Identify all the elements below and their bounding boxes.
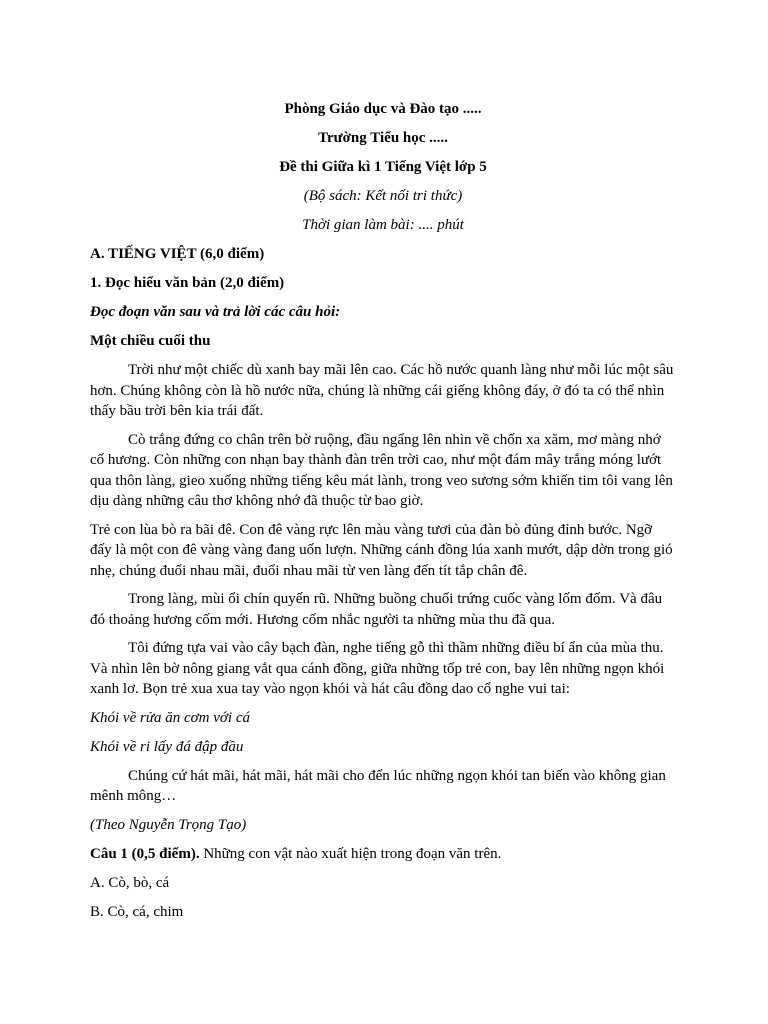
part1-title: 1. Đọc hiểu văn bản (2,0 điểm): [90, 275, 285, 291]
passage-paragraph-4: Trong làng, mùi ổi chín quyến rũ. Những buồng chuối trứng cuốc vàng lốm đốm. Và đâu đó thoảng hương cốm mới. Hương cốm nhắc người ta những mùa thu đã qua.: [90, 591, 663, 628]
time-limit: Thời gian làm bài: .... phút: [302, 217, 464, 233]
department-heading: Phòng Giáo dục và Đào tạo .....: [284, 101, 482, 117]
question-1-option-b: B. Cò, cá, chim: [90, 903, 184, 920]
section-a-title: A. TIẾNG VIỆT (6,0 điểm): [90, 246, 265, 262]
passage-paragraph-5: Tôi đứng tựa vai vào cây bạch đàn, nghe tiếng gỗ thì thầm những điều bí ẩn của mùa thu. Và nhìn lên bờ nông giang vắt qua cánh đồng, giữa những tốp trẻ con, bay lên những ngọn khói xanh lơ. Bọn trẻ xua xua tay vào ngọn khói và hát câu đồng dao cổ nghe vui tai:: [90, 640, 665, 697]
question-1-text: Những con vật nào xuất hiện trong đoạn văn trên.: [199, 845, 502, 862]
verse-line-2: Khói về ri lấy đá đập đầu: [90, 738, 244, 755]
passage-paragraph-1: Trời như một chiếc dù xanh bay mãi lên cao. Các hồ nước quanh làng như mỗi lúc một sâu hơn. Chúng không còn là hồ nước nữa, chúng là những cái giếng không đáy, ở đó ta có thể nhìn thấy bầu trời bên kia trái đất.: [90, 362, 674, 419]
question-1-option-a: A. Cò, bò, cá: [90, 874, 170, 891]
question-1: [90, 844, 676, 864]
exam-title: Đề thi Giữa kì 1 Tiếng Việt lớp 5: [279, 159, 487, 175]
passage-paragraph-2: Cò trắng đứng co chân trên bờ ruộng, đầu ngẩng lên nhìn về chốn xa xăm, mơ màng nhớ cố hương. Còn những con nhạn bay thành đàn trên trời cao, như một đám mây trắng móng lướt qua thôn làng, gieo xuống những tiếng kêu mát lành, trong veo sương sớm khiến tim tôi vang lên dịu dàng những câu thơ không nhớ đã thuộc từ bao giờ.: [90, 431, 673, 509]
passage-paragraph-6: Chúng cứ hát mãi, hát mãi, hát mãi cho đến lúc những ngọn khói tan biến vào không gian mênh mông…: [90, 767, 666, 804]
reading-instruction: Đọc đoạn văn sau và trả lời các câu hỏi:: [90, 304, 341, 320]
verse-line-1: Khói về rửa ăn cơm với cá: [90, 709, 250, 726]
school-heading: Trường Tiểu học .....: [318, 130, 448, 146]
document-page: [90, 99, 676, 931]
question-1-label: Câu 1 (0,5 điểm).: [90, 845, 200, 862]
passage-paragraph-3: Trẻ con lùa bò ra bãi đê. Con đê vàng rực lên màu vàng tươi của đàn bò đủng đỉnh bước. Ngỡ đấy là một con đê vàng vàng đang uốn lượn. Những cánh đồng lúa xanh mướt, dập dờn trong gió nhẹ, chúng đuổi nhau mãi, đuổi nhau mãi từ ven làng đến tít tắp chân đê.: [90, 521, 673, 579]
passage-source: (Theo Nguyễn Trọng Tạo): [90, 816, 247, 833]
passage-title: Một chiều cuối thu: [90, 333, 211, 349]
book-series: (Bộ sách: Kết nối tri thức): [303, 188, 463, 204]
